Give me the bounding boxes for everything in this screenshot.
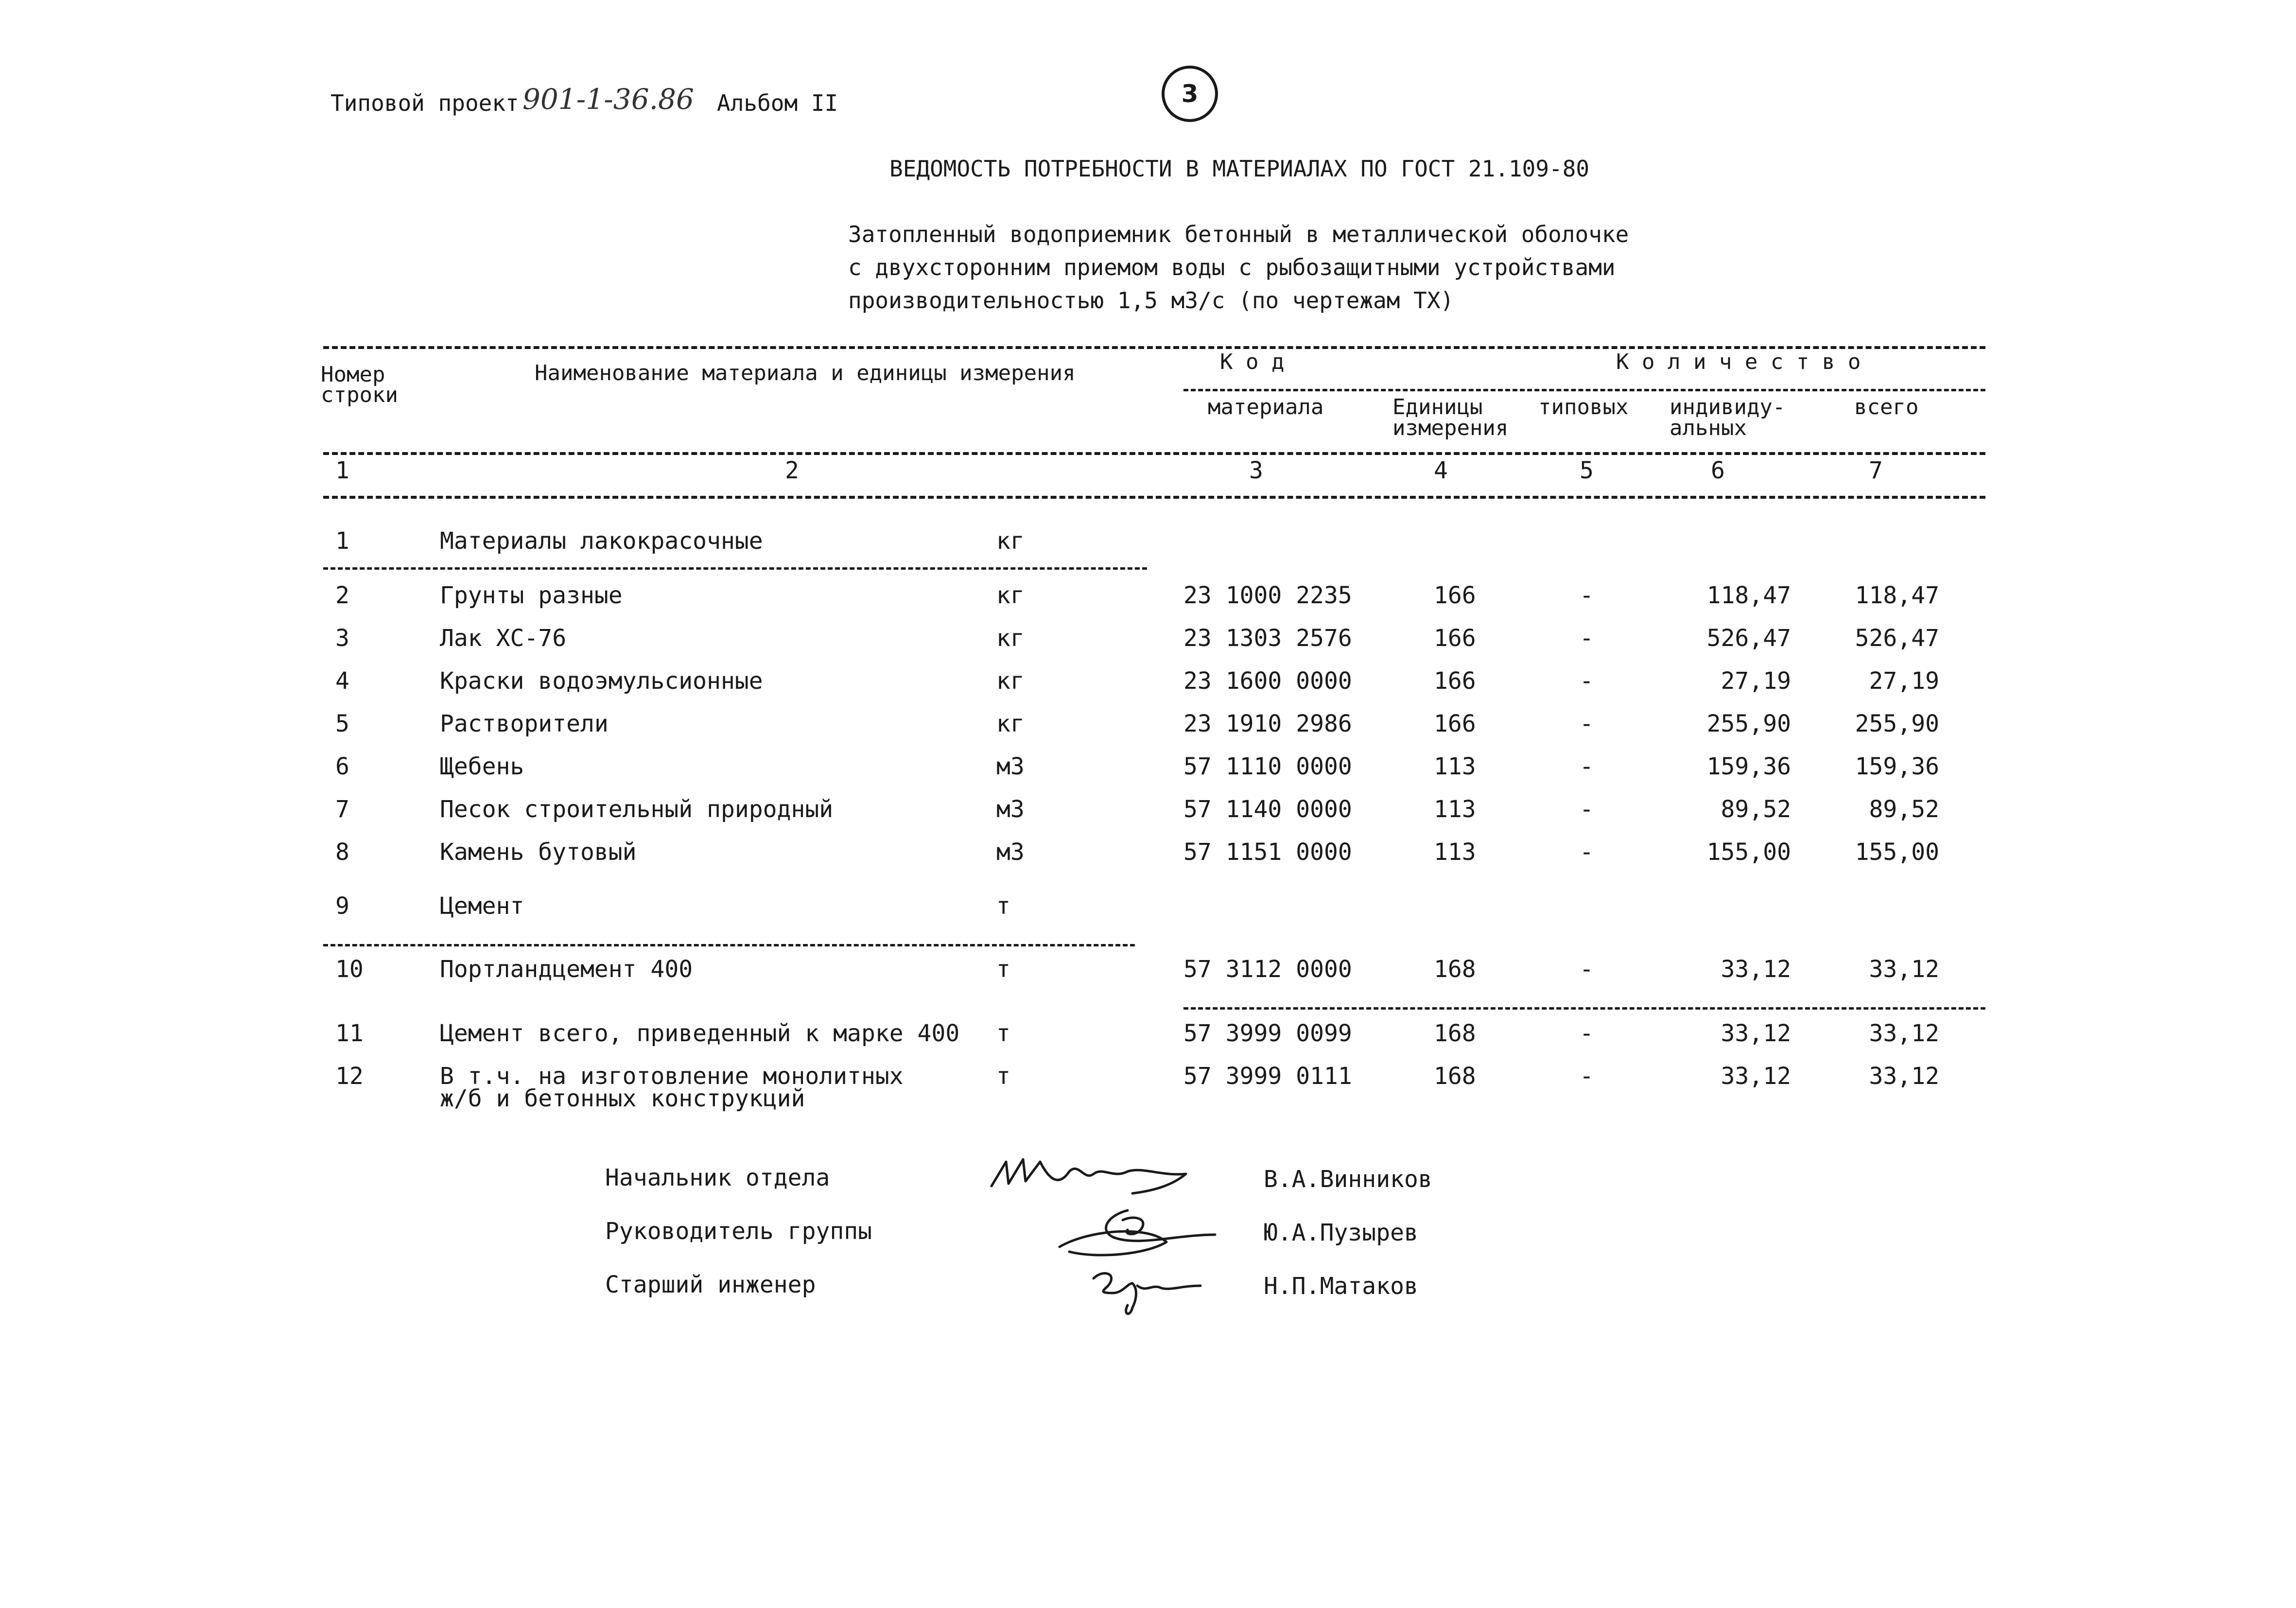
page-number: 3 <box>1162 66 1218 122</box>
individual-qty: 33,12 <box>1721 1063 1791 1090</box>
subtotal-rule-cement <box>1183 1007 1985 1010</box>
group-rule-cement <box>323 944 1135 946</box>
unit-code: 113 <box>1434 839 1476 866</box>
colnum-bottom-rule <box>323 496 1985 499</box>
typical-qty: - <box>1580 582 1594 609</box>
material-code: 57 1151 0000 <box>1183 839 1352 866</box>
typical-qty: - <box>1580 796 1594 823</box>
individual-qty: 118,47 <box>1706 582 1791 609</box>
album-label: Альбом II <box>717 90 838 116</box>
material-name: Цемент всего, приведенный к марке 400 <box>440 1020 960 1047</box>
individual-qty: 255,90 <box>1706 710 1791 737</box>
total-qty: 118,47 <box>1855 582 1939 609</box>
colnum-1: 1 <box>335 457 349 484</box>
colnum-6: 6 <box>1711 457 1725 484</box>
subtitle-line-2: с двухсторонним приемом воды с рыбозащитными устройствами <box>848 254 1616 280</box>
row-number: 6 <box>335 753 349 780</box>
row-number: 7 <box>335 796 349 823</box>
unit-label: т <box>996 956 1010 983</box>
row-number: 3 <box>335 625 349 652</box>
signature-mark-2 <box>1050 1201 1225 1264</box>
header-group-rule <box>1183 389 1985 391</box>
unit-label: кг <box>996 667 1025 695</box>
subtitle-line-3: производительностью 1,5 м3/с (по чертежам ТХ) <box>848 287 1454 314</box>
header-unit-2: измерения <box>1392 416 1509 440</box>
header-row-number-2: строки <box>321 383 398 407</box>
signature-role-1: Начальник отдела <box>605 1164 830 1191</box>
material-name: Портландцемент 400 <box>440 956 693 983</box>
material-code: 23 1600 0000 <box>1183 667 1352 695</box>
material-code: 57 1140 0000 <box>1183 796 1352 823</box>
row-number: 12 <box>335 1063 364 1090</box>
material-name: Лак ХС-76 <box>440 625 567 652</box>
material-code: 57 3999 0099 <box>1183 1020 1352 1047</box>
unit-label: кг <box>996 582 1025 609</box>
total-qty: 33,12 <box>1869 1063 1939 1090</box>
material-name: Краски водоэмульсионные <box>440 667 763 695</box>
row-number: 8 <box>335 839 349 866</box>
material-name: В т.ч. на изготовление монолитных <box>440 1063 904 1090</box>
row-number: 4 <box>335 667 349 695</box>
unit-label: м3 <box>996 839 1025 866</box>
colnum-7: 7 <box>1869 457 1883 484</box>
row-number: 2 <box>335 582 349 609</box>
colnum-5: 5 <box>1580 457 1594 484</box>
individual-qty: 155,00 <box>1706 839 1791 866</box>
typical-qty: - <box>1580 667 1594 695</box>
individual-qty: 27,19 <box>1721 667 1791 695</box>
signature-role-3: Старший инженер <box>605 1271 816 1298</box>
unit-label: т <box>996 1020 1010 1047</box>
material-name: Материалы лакокрасочные <box>440 527 763 555</box>
row-number: 10 <box>335 956 364 983</box>
material-name-continued: ж/б и бетонных конструкций <box>440 1085 805 1112</box>
header-bottom-rule <box>323 452 1985 455</box>
row-number: 11 <box>335 1020 364 1047</box>
colnum-4: 4 <box>1434 457 1448 484</box>
unit-label: кг <box>996 527 1025 555</box>
row-number: 9 <box>335 892 349 920</box>
colnum-2: 2 <box>785 457 799 484</box>
material-name: Грунты разные <box>440 582 623 609</box>
unit-code: 166 <box>1434 582 1476 609</box>
material-code: 23 1303 2576 <box>1183 625 1352 652</box>
typical-qty: - <box>1580 839 1594 866</box>
unit-code: 168 <box>1434 956 1476 983</box>
material-name: Щебень <box>440 753 524 780</box>
unit-code: 113 <box>1434 753 1476 780</box>
unit-label: м3 <box>996 796 1025 823</box>
signature-role-2: Руководитель группы <box>605 1218 872 1245</box>
total-qty: 159,36 <box>1855 753 1939 780</box>
unit-label: кг <box>996 710 1025 737</box>
total-qty: 33,12 <box>1869 956 1939 983</box>
material-code: 23 1000 2235 <box>1183 582 1352 609</box>
header-material-code: материала <box>1208 395 1324 419</box>
row-number: 5 <box>335 710 349 737</box>
header-row-number-1: Номер <box>321 362 385 387</box>
material-name: Песок строительный природный <box>440 796 834 823</box>
unit-code: 166 <box>1434 625 1476 652</box>
individual-qty: 526,47 <box>1706 625 1791 652</box>
unit-code: 168 <box>1434 1063 1476 1090</box>
project-number: 901-1-36.86 <box>522 83 694 116</box>
material-code: 57 1110 0000 <box>1183 753 1352 780</box>
typical-qty: - <box>1580 956 1594 983</box>
header-individual-2: альных <box>1670 416 1747 440</box>
group-rule-paint <box>323 567 1147 570</box>
typical-qty: - <box>1580 1020 1594 1047</box>
signature-mark-1 <box>987 1152 1200 1206</box>
material-name: Цемент <box>440 892 524 920</box>
material-name: Камень бутовый <box>440 839 637 866</box>
total-qty: 255,90 <box>1855 710 1939 737</box>
material-code: 57 3999 0111 <box>1183 1063 1352 1090</box>
subtitle-line-1: Затопленный водоприемник бетонный в металлической оболочке <box>848 221 1629 247</box>
total-qty: 155,00 <box>1855 839 1939 866</box>
total-qty: 526,47 <box>1855 625 1939 652</box>
unit-code: 113 <box>1434 796 1476 823</box>
signature-name-1: В.А.Винников <box>1264 1166 1432 1193</box>
signature-mark-3 <box>1084 1259 1210 1322</box>
material-code: 57 3112 0000 <box>1183 956 1352 983</box>
header-quantity-group: К о л и ч е с т в о <box>1616 350 1861 374</box>
total-qty: 33,12 <box>1869 1020 1939 1047</box>
header-unit-1: Единицы <box>1392 395 1483 419</box>
row-number: 1 <box>335 527 349 555</box>
individual-qty: 159,36 <box>1706 753 1791 780</box>
individual-qty: 89,52 <box>1721 796 1791 823</box>
unit-code: 166 <box>1434 710 1476 737</box>
total-qty: 89,52 <box>1869 796 1939 823</box>
table-top-rule <box>323 346 1985 349</box>
unit-label: т <box>996 1063 1010 1090</box>
project-label: Типовой проект <box>330 90 519 116</box>
signature-name-3: Н.П.Матаков <box>1264 1273 1418 1300</box>
material-name: Растворители <box>440 710 609 737</box>
unit-label: м3 <box>996 753 1025 780</box>
unit-label: кг <box>996 625 1025 652</box>
typical-qty: - <box>1580 753 1594 780</box>
typical-qty: - <box>1580 1063 1594 1090</box>
typical-qty: - <box>1580 625 1594 652</box>
document-title: ВЕДОМОСТЬ ПОТРЕБНОСТИ В МАТЕРИАЛАХ ПО ГОСТ 21.109-80 <box>889 156 1590 182</box>
unit-code: 166 <box>1434 667 1476 695</box>
header-typical: типовых <box>1538 395 1629 419</box>
material-code: 23 1910 2986 <box>1183 710 1352 737</box>
total-qty: 27,19 <box>1869 667 1939 695</box>
colnum-3: 3 <box>1249 457 1263 484</box>
header-total: всего <box>1854 395 1919 419</box>
header-individual-1: индивиду- <box>1670 395 1786 419</box>
unit-label: т <box>996 892 1010 920</box>
unit-code: 168 <box>1434 1020 1476 1047</box>
typical-qty: - <box>1580 710 1594 737</box>
header-material-name: Наименование материала и единицы измерения <box>535 361 1076 385</box>
signature-name-2: Ю.А.Пузырев <box>1264 1219 1418 1246</box>
individual-qty: 33,12 <box>1721 956 1791 983</box>
individual-qty: 33,12 <box>1721 1020 1791 1047</box>
header-code-group: К о д <box>1220 350 1285 374</box>
